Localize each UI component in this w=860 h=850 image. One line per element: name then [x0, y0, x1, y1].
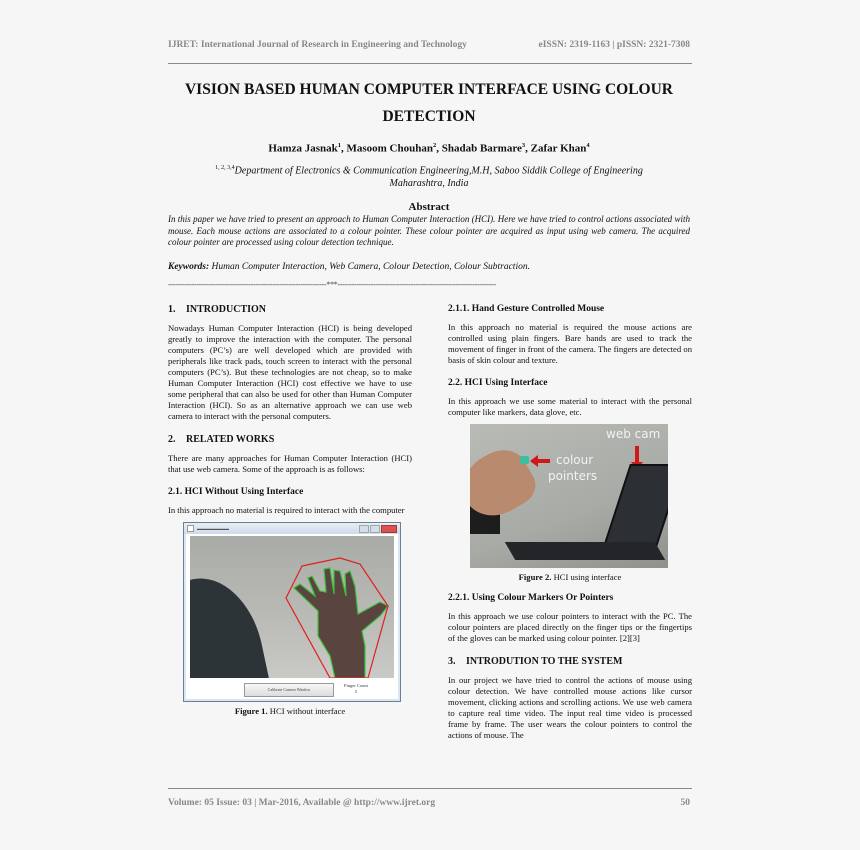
- page-number: 50: [680, 798, 690, 808]
- section-heading: 3. INTRODUTION TO THE SYSTEM: [448, 656, 623, 667]
- camera-feed-image: [190, 536, 394, 678]
- header-rule: [168, 63, 692, 64]
- issn: eISSN: 2319-1163 | pISSN: 2321-7308: [538, 40, 690, 50]
- paper-title: VISION BASED HUMAN COMPUTER INTERFACE USING COLOUR DETECTION: [184, 81, 673, 125]
- keywords: Keywords: Human Computer Interaction, Web Camera, Colour Detection, Colour Subtraction.: [168, 262, 530, 272]
- subsection-heading: 2.2. HCI Using Interface: [448, 378, 548, 388]
- paragraph: In this approach no material is required to interact with the computer: [168, 505, 405, 515]
- abstract-text: In this paper we have tried to present an approach to Human Computer Interaction (HCI). Here we have tried to control actions associated with mouse. Each mouse actions are associated to a colour pointer. These colour pointer are acquired as input using web camera. The acquired colour pointer are processed using colour detection technique.: [168, 214, 690, 247]
- maximize-icon: [370, 525, 380, 533]
- affiliation: $^{1, 2, 3,4}$Department of Electronics & Communication Engineering,M.H, Saboo Siddik College of Engineering Maharashtra, India: [215, 165, 643, 190]
- author: Zafar Khan: [530, 142, 587, 155]
- arrow-head-icon: [530, 455, 538, 467]
- app-icon: [187, 525, 194, 532]
- window-titlebar: ▬▬▬▬▬▬▬▬: [184, 523, 400, 534]
- subsection-heading: 2.2.1. Using Colour Markers Or Pointers: [448, 593, 614, 603]
- paragraph: Nowadays Human Computer Interaction (HCI) is being developed greatly to improve the interaction with the computer. The personal computers (PC’s) are well developed which are provided with peripherals like track pads, touch screen to interact with the personal computers (PC’s). But these technologies are not cheap, so to make Human Computer Interaction (HCI) cost effective we have to use some peripheral that can also be used for other than Human Computer Interaction (HCI). So as an alternative approach we can use web camera to interact with the personal computers.: [168, 323, 412, 421]
- laptop-base: [505, 542, 665, 560]
- paragraph: In this approach no material is required the mouse actions are controlled using plain fingers. Bare hands are used to track the movement of finger in front of the camera. The fingers are detected on basis of skin colour and texture.: [448, 322, 692, 365]
- journal-name: IJRET: International Journal of Research in Engineering and Technology: [168, 40, 467, 50]
- paragraph: In our project we have tried to control the actions of mouse using colour detection. We have controlled mouse actions like cursor movement, clicking actions and scrolling actions. We use web camera to capture real time video. The input real time video is processed frame by frame. The user wears the colour pointers to control the actions of mouse. The: [448, 675, 692, 740]
- section-heading: 1. INTRODUCTION: [168, 304, 267, 315]
- left-column: [168, 300, 412, 717]
- label-colour: colour: [556, 453, 594, 467]
- subsection-heading: 2.1.1. Hand Gesture Controlled Mouse: [448, 304, 605, 314]
- minimize-icon: [359, 525, 369, 533]
- calibrate-button: Calibrate Camera Window: [244, 683, 334, 697]
- label-webcam: web cam: [606, 427, 661, 441]
- figure-2-photo: [470, 424, 668, 568]
- paragraph: There are many approaches for Human Computer Interaction (HCI) that use web camera. Some of the approach is as follows:: [168, 453, 412, 474]
- paragraph: In this approach we use colour pointers to interact with the PC. The colour pointers are placed directly on the finger tips or the fingertips of the gloves can be marked using colour pointer. [2][3]: [448, 611, 692, 643]
- right-column: [448, 300, 692, 753]
- hand-detection-overlay: [190, 536, 394, 678]
- author: Masoom Chouhan: [346, 142, 433, 155]
- label-pointers: pointers: [548, 469, 598, 483]
- running-footer: [168, 798, 690, 808]
- volume-info: Volume: 05 Issue: 03 | Mar-2016, Available @ http://www.ijret.org: [168, 798, 436, 808]
- footer-rule: [168, 788, 692, 789]
- running-header: [168, 40, 690, 50]
- paragraph: In this approach we use some material to interact with the personal computer like markers, data glove, etc.: [448, 396, 692, 417]
- figure-1-caption: Figure 1. HCI without interface: [234, 706, 346, 716]
- section-separator: -------------------------------------------------------------------***-------------------------------------------------------------------: [168, 280, 496, 289]
- author: Hamza Jasnak: [268, 142, 338, 155]
- figure-1-screenshot: [183, 522, 401, 702]
- abstract-heading: Abstract: [408, 201, 450, 213]
- section-heading: 2. RELATED WORKS: [168, 434, 275, 445]
- author: Shadab Barmare: [441, 142, 522, 155]
- figure-2-caption: Figure 2. HCI using interface: [518, 572, 622, 582]
- paper-page: [168, 0, 690, 850]
- subsection-heading: 2.1. HCI Without Using Interface: [168, 487, 304, 497]
- authors: Hamza Jasnak$^1$, Masoom Chouhan$^2$, Shadab Barmare$^3$, Zafar Khan$^4$: [268, 142, 590, 155]
- close-icon: [381, 525, 397, 533]
- window-controls: [359, 525, 397, 533]
- colour-pointer-marker: [520, 456, 529, 464]
- finger-count: Finger Count 5: [344, 683, 368, 694]
